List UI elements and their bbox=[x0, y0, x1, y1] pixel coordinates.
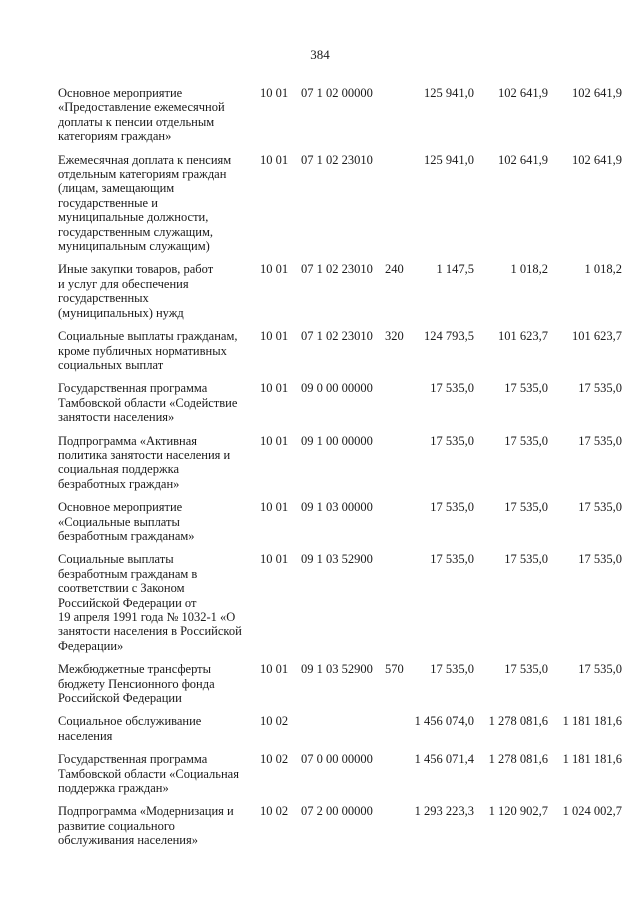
amount-year-1: 125 941,0 bbox=[424, 152, 474, 167]
section-code: 10 01 bbox=[260, 662, 289, 677]
row-name: Иные закупки товаров, работ и услуг для обеспечения государственных (муниципальных) нужд bbox=[58, 262, 214, 320]
amount-year-1: 125 941,0 bbox=[424, 86, 474, 100]
amount-year-1: 1 147,5 bbox=[436, 262, 474, 277]
target-article-code: 07 1 02 23010 bbox=[301, 262, 373, 277]
target-article-code: 07 1 02 23010 bbox=[301, 329, 373, 344]
amount-year-2: 1 278 081,6 bbox=[488, 752, 548, 767]
section-code: 10 02 bbox=[260, 804, 289, 819]
amount-year-3: 1 024 002,7 bbox=[562, 804, 622, 819]
amount-year-2: 102 641,9 bbox=[498, 152, 548, 167]
section-code: 10 01 bbox=[260, 381, 289, 396]
target-article-code: 09 1 03 52900 bbox=[301, 552, 373, 567]
amount-year-2: 101 623,7 bbox=[498, 329, 548, 344]
section-code: 10 01 bbox=[260, 262, 289, 277]
amount-year-1: 1 456 071,4 bbox=[414, 752, 474, 767]
table-row bbox=[0, 552, 640, 653]
target-article-code: 07 1 02 00000 bbox=[301, 86, 373, 100]
expense-type-code: 240 bbox=[385, 262, 404, 277]
section-code: 10 01 bbox=[260, 329, 289, 344]
table-row bbox=[0, 662, 640, 705]
table-row bbox=[0, 804, 640, 847]
amount-year-3: 17 535,0 bbox=[578, 662, 622, 677]
amount-year-2: 1 018,2 bbox=[510, 262, 548, 277]
section-code: 10 02 bbox=[260, 752, 289, 767]
amount-year-1: 17 535,0 bbox=[430, 381, 474, 396]
amount-year-1: 17 535,0 bbox=[430, 552, 474, 567]
row-name: Межбюджетные трансферты бюджету Пенсионного фонда Российской Федерации bbox=[58, 662, 215, 706]
table-row bbox=[0, 153, 640, 254]
amount-year-3: 102 641,9 bbox=[572, 86, 622, 100]
target-article-code: 09 1 03 00000 bbox=[301, 500, 373, 515]
target-article-code: 09 1 00 00000 bbox=[301, 433, 373, 448]
target-article-code: 09 1 03 52900 bbox=[301, 662, 373, 677]
row-name: Социальные выплаты гражданам, кроме публичных нормативных социальных выплат bbox=[58, 329, 238, 372]
amount-year-3: 17 535,0 bbox=[578, 500, 622, 515]
amount-year-2: 17 535,0 bbox=[504, 662, 548, 677]
target-article-code: 07 2 00 00000 bbox=[301, 804, 373, 819]
budget-table bbox=[0, 86, 640, 857]
row-name: Основное мероприятие «Предоставление ежемесячной доплаты к пенсии отдельным категориям граждан» bbox=[58, 86, 225, 144]
section-code: 10 01 bbox=[260, 552, 289, 567]
table-row bbox=[0, 329, 640, 372]
table-row bbox=[0, 714, 640, 743]
amount-year-1: 17 535,0 bbox=[430, 500, 474, 515]
amount-year-1: 124 793,5 bbox=[424, 329, 474, 344]
amount-year-2: 1 120 902,7 bbox=[488, 804, 548, 819]
table-row bbox=[0, 434, 640, 492]
expense-type-code: 320 bbox=[385, 329, 404, 344]
target-article-code: 07 1 02 23010 bbox=[301, 152, 373, 167]
amount-year-3: 1 181 181,6 bbox=[562, 752, 622, 767]
row-name: Государственная программа Тамбовской области «Социальная поддержка граждан» bbox=[58, 752, 239, 796]
amount-year-3: 17 535,0 bbox=[578, 552, 622, 567]
row-name: Социальное обслуживание населения bbox=[58, 714, 202, 743]
amount-year-2: 17 535,0 bbox=[504, 500, 548, 515]
table-row bbox=[0, 86, 640, 144]
table-row bbox=[0, 500, 640, 543]
section-code: 10 01 bbox=[260, 433, 289, 448]
amount-year-2: 17 535,0 bbox=[504, 552, 548, 567]
target-article-code: 09 0 00 00000 bbox=[301, 381, 373, 396]
row-name: Подпрограмма «Активная политика занятости населения и социальная поддержка безработных граждан» bbox=[58, 433, 231, 491]
amount-year-1: 17 535,0 bbox=[430, 662, 474, 677]
row-name: Социальные выплаты безработным гражданам в соответствии с Законом Российской Федерации от 19 апреля 1991 года № 1032-1 «О занятости населения в Российской Федерации» bbox=[58, 552, 242, 653]
section-code: 10 01 bbox=[260, 152, 289, 167]
amount-year-2: 17 535,0 bbox=[504, 433, 548, 448]
page-number: 384 bbox=[310, 47, 330, 62]
amount-year-3: 101 623,7 bbox=[572, 329, 622, 344]
amount-year-1: 1 456 074,0 bbox=[414, 714, 474, 729]
amount-year-3: 17 535,0 bbox=[578, 433, 622, 448]
table-row bbox=[0, 381, 640, 424]
table-row bbox=[0, 752, 640, 795]
amount-year-3: 17 535,0 bbox=[578, 381, 622, 396]
amount-year-3: 102 641,9 bbox=[572, 152, 622, 167]
amount-year-2: 17 535,0 bbox=[504, 381, 548, 396]
amount-year-2: 1 278 081,6 bbox=[488, 714, 548, 729]
row-name: Подпрограмма «Модернизация и развитие социального обслуживания населения» bbox=[58, 804, 234, 848]
target-article-code: 07 0 00 00000 bbox=[301, 752, 373, 767]
amount-year-3: 1 181 181,6 bbox=[562, 714, 622, 729]
amount-year-2: 102 641,9 bbox=[498, 86, 548, 100]
amount-year-1: 17 535,0 bbox=[430, 433, 474, 448]
section-code: 10 01 bbox=[260, 86, 289, 100]
amount-year-3: 1 018,2 bbox=[584, 262, 622, 277]
section-code: 10 02 bbox=[260, 714, 289, 729]
section-code: 10 01 bbox=[260, 500, 289, 515]
row-name: Основное мероприятие «Социальные выплаты безработным гражданам» bbox=[58, 500, 195, 543]
row-name: Ежемесячная доплата к пенсиям отдельным категориям граждан (лицам, замещающим государственные и муниципальные должности, государственным служащим, муниципальным служащим) bbox=[58, 152, 232, 254]
expense-type-code: 570 bbox=[385, 662, 404, 677]
row-name: Государственная программа Тамбовской области «Содействие занятости населения» bbox=[58, 381, 238, 425]
amount-year-1: 1 293 223,3 bbox=[414, 804, 474, 819]
table-row bbox=[0, 262, 640, 320]
